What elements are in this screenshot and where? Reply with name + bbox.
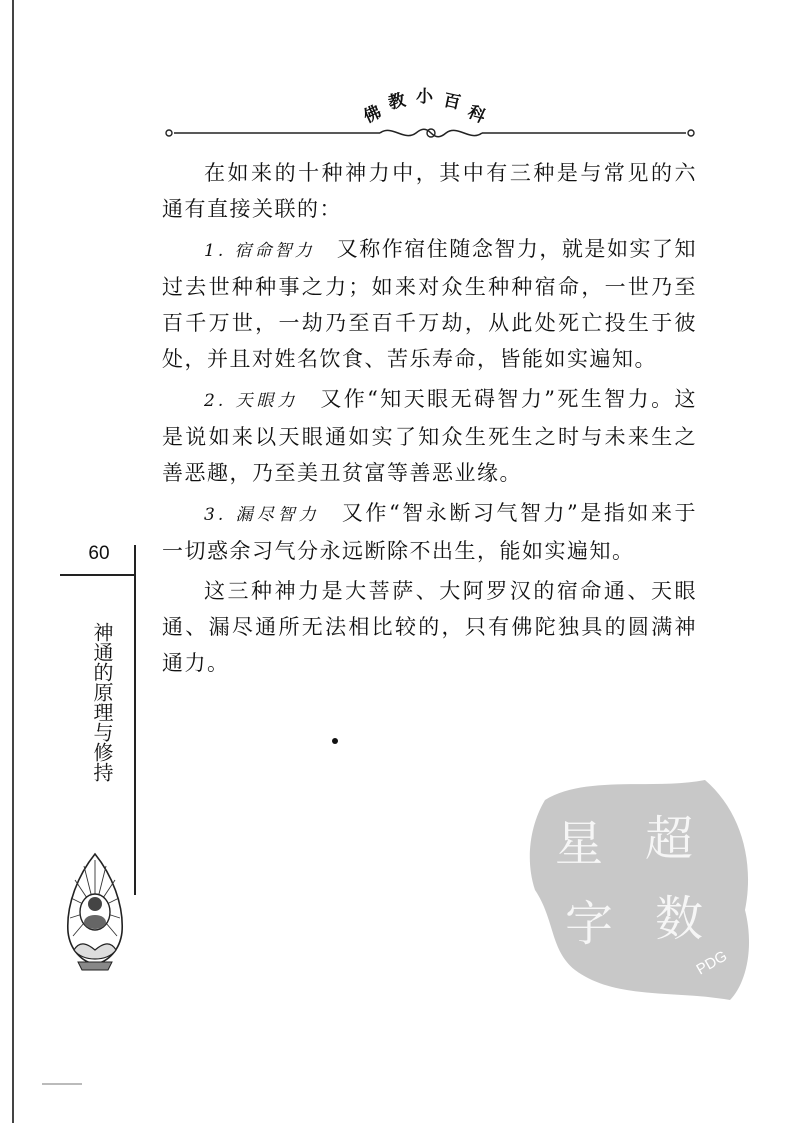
item-label: 1. 宿命智力 — [204, 241, 315, 261]
item-paragraph — [162, 495, 697, 569]
intro-paragraph: 在如来的十种神力中，其中有三种是与常见的六通有直接关联的： — [162, 161, 697, 221]
watermark-pdg-text: PDG — [693, 947, 731, 979]
watermark-char: 星 — [555, 816, 604, 872]
header-title-char: 科 — [464, 102, 489, 128]
header-title-char: 佛 — [360, 102, 385, 128]
conclusion-paragraph: 这三种神力是大菩萨、大阿罗汉的宿命通、天眼通、漏尽通所无法相比较的，只有佛陀独具的圆满神通力。 — [162, 579, 697, 675]
item-label: 2. 天眼力 — [204, 391, 299, 411]
section-title-vertical: 神通的原理与修持 — [90, 622, 112, 782]
header-title-char: 百 — [441, 90, 463, 114]
item-paragraph — [162, 381, 697, 491]
library-seal-watermark — [515, 770, 765, 1005]
item-text: 又作“智永断习气智力”是指如来于一切惑余习气分永远断除不出生，能如实遍知。 — [162, 501, 697, 563]
page-number: 60 — [88, 543, 110, 564]
running-header — [160, 60, 700, 150]
item-text: 又作“知天眼无碍智力”死生智力。这是说如来以天眼通如实了知众生死生之时与未来生之善恶趣，乃至美丑贫富等善恶业缘。 — [162, 387, 697, 485]
margin-vertical-rule — [134, 545, 136, 895]
item-label: 3. 漏尽智力 — [204, 505, 320, 525]
margin-horizontal-rule — [60, 574, 136, 576]
end-mark-dot — [332, 738, 338, 744]
header-ornament-rule — [160, 126, 700, 140]
item-paragraph — [162, 231, 697, 377]
watermark-char: 数 — [655, 891, 704, 947]
item-text: 又称作宿住随念智力，就是如实了知过去世种种事之力；如来对众生种种宿命，一世乃至百千万世，一劫乃至百千万劫，从此处死亡投生于彼处，并且对姓名饮食、苦乐寿命，皆能如实遍知。 — [162, 237, 697, 371]
main-text — [162, 155, 697, 685]
page-edge-line — [12, 0, 14, 1123]
watermark-char: 超 — [645, 811, 694, 867]
scan-footer-mark — [42, 1083, 82, 1085]
watermark-char: 字 — [565, 896, 614, 952]
header-title-char: 小 — [416, 87, 433, 107]
header-title-char: 教 — [386, 90, 408, 114]
buddha-illustration-icon — [62, 850, 128, 975]
